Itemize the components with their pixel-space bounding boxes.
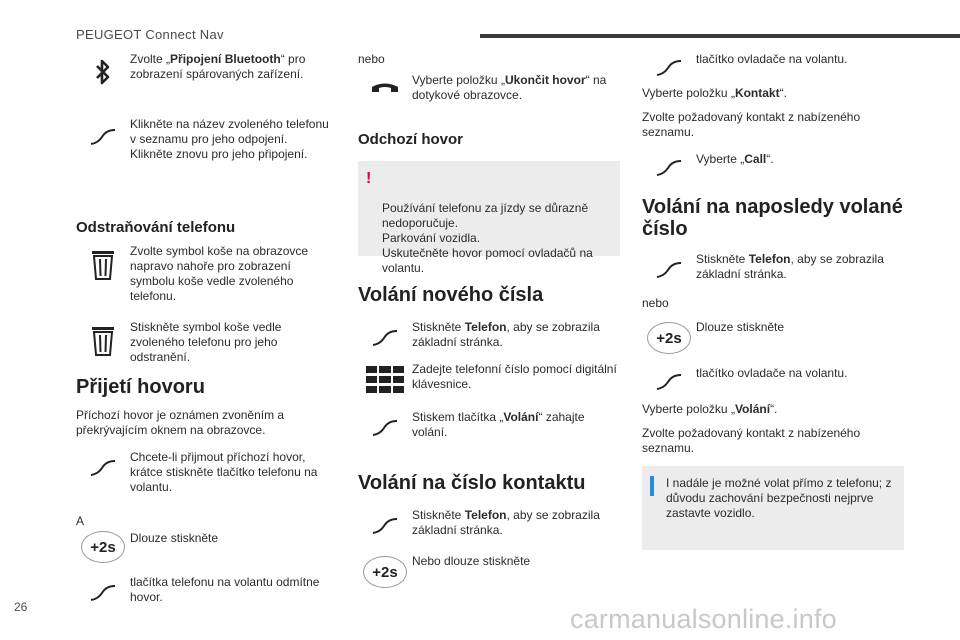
step-telefon-2-text: Stiskněte Telefon, aby se zobrazila základní stránka. bbox=[412, 508, 600, 537]
step-call-select bbox=[642, 152, 904, 188]
touch-gesture-icon bbox=[642, 152, 696, 178]
step-accept bbox=[76, 450, 336, 510]
trash-icon bbox=[76, 320, 130, 356]
new-number-heading: Volání nového čísla bbox=[358, 284, 544, 306]
nebo-label-2: nebo bbox=[642, 296, 669, 310]
page-number: 26 bbox=[14, 600, 28, 614]
last-number-heading: Volání na naposledy volané číslo bbox=[642, 196, 903, 240]
choose-contact: Zvolte požadovaný kontakt z nabízeného seznamu. bbox=[642, 110, 861, 139]
info-icon bbox=[650, 476, 654, 496]
column-3 bbox=[642, 52, 904, 550]
touch-gesture-icon bbox=[358, 508, 412, 536]
step-bluetooth bbox=[76, 52, 336, 110]
step-steer-text: tlačítko ovladače na volantu. bbox=[696, 52, 848, 66]
column-2 bbox=[358, 52, 620, 588]
step-trash-2-text: Stiskněte symbol koše vedle zvoleného telefonu pro jeho odstranění. bbox=[130, 320, 282, 364]
touch-gesture-icon bbox=[358, 410, 412, 438]
choose-contact-2: Zvolte požadovaný kontakt z nabízeného seznamu. bbox=[642, 426, 861, 455]
step-hold-text: Dlouze stiskněte bbox=[130, 531, 219, 545]
option-label-a: A bbox=[76, 514, 85, 528]
step-hold-3-text: Dlouze stiskněte bbox=[696, 320, 785, 334]
receive-call-intro: Příchozí hovor je oznámen zvoněním a překrývajícím oknem na obrazovce. bbox=[76, 408, 285, 437]
long-press-2s-icon: +2s bbox=[642, 320, 696, 354]
step-hold-3 bbox=[642, 320, 904, 366]
step-telefon-2 bbox=[358, 508, 620, 554]
trash-icon bbox=[76, 244, 130, 280]
step-call bbox=[358, 410, 620, 450]
keypad-icon bbox=[358, 362, 412, 394]
touch-gesture-icon bbox=[76, 450, 130, 478]
receive-call-heading: Přijetí hovoru bbox=[76, 376, 205, 398]
step-trash-1-text: Zvolte symbol koše na obrazovce napravo nahoře pro zobrazení symbolu koše vedle zvoleného telefonu. bbox=[130, 244, 309, 303]
bluetooth-icon bbox=[76, 52, 130, 86]
step-telefon-text: Stiskněte Telefon, aby se zobrazila základní stránka. bbox=[412, 320, 600, 349]
document-header-title: PEUGEOT Connect Nav bbox=[76, 27, 224, 42]
hang-up-icon bbox=[358, 73, 412, 95]
step-trash-1 bbox=[76, 244, 336, 310]
touch-gesture-icon bbox=[642, 52, 696, 78]
info-text: I nadále je možné volat přímo z telefonu; z důvodu zachování bezpečnosti nejprve zastavte vozidlo. bbox=[666, 476, 892, 520]
step-steer-2 bbox=[642, 366, 904, 402]
warning-box bbox=[358, 161, 620, 275]
step-steer-2-text: tlačítko ovladače na volantu. bbox=[696, 366, 848, 380]
step-dial bbox=[358, 362, 620, 410]
long-press-2s-icon: +2s bbox=[358, 554, 412, 588]
nebo-label: nebo bbox=[358, 52, 385, 66]
touch-gesture-icon bbox=[358, 320, 412, 348]
touch-gesture-icon bbox=[76, 575, 130, 603]
step-telefon-3 bbox=[642, 252, 904, 296]
step-hold-2-text: Nebo dlouze stiskněte bbox=[412, 554, 531, 568]
step-reject-text: tlačítka telefonu na volantu odmítne hovor. bbox=[130, 575, 320, 604]
step-click-name-text: Klikněte na název zvoleného telefonu v seznamu pro jeho odpojení. Klikněte znovu pro jeho připojení. bbox=[130, 117, 329, 161]
step-hold bbox=[76, 531, 336, 573]
step-call-select-text: Vyberte „Call“. bbox=[696, 152, 774, 166]
step-call-text: Stiskem tlačítka „Volání“ zahajte volání. bbox=[412, 410, 585, 439]
select-kontakt: Vyberte položku „Kontakt“. bbox=[642, 86, 787, 100]
step-bluetooth-text: Zvolte „Připojení Bluetooth“ pro zobrazení spárovaných zařízení. bbox=[130, 52, 306, 81]
outgoing-call-heading: Odchozí hovor bbox=[358, 131, 463, 148]
touch-gesture-icon bbox=[76, 117, 130, 147]
long-press-2s-icon: +2s bbox=[76, 531, 130, 563]
info-box bbox=[642, 466, 904, 550]
step-telefon-3-text: Stiskněte Telefon, aby se zobrazila základní stránka. bbox=[696, 252, 884, 281]
header-rule bbox=[480, 34, 960, 38]
remove-phone-heading: Odstraňování telefonu bbox=[76, 219, 236, 236]
step-telefon bbox=[358, 320, 620, 358]
step-hold-2 bbox=[358, 554, 620, 588]
select-volani: Vyberte položku „Volání“. bbox=[642, 402, 778, 416]
warning-icon: ! bbox=[366, 170, 372, 187]
step-steer bbox=[642, 52, 904, 86]
watermark: carmanualsonline.info bbox=[570, 604, 837, 634]
step-accept-text: Chcete-li přijmout příchozí hovor, krátce stiskněte tlačítko telefonu na volantu. bbox=[130, 450, 318, 494]
warning-text: Používání telefonu za jízdy se důrazně nedoporučuje. Parkování vozidla. Uskutečněte hovor pomocí ovladačů na volantu. bbox=[382, 201, 593, 275]
step-end-call-text: Vyberte položku „Ukončit hovor“ na dotykové obrazovce. bbox=[412, 73, 607, 102]
touch-gesture-icon bbox=[642, 252, 696, 280]
column-1 bbox=[76, 52, 336, 605]
contact-call-heading: Volání na číslo kontaktu bbox=[358, 472, 586, 494]
step-trash-2 bbox=[76, 320, 336, 366]
step-end-call bbox=[358, 73, 620, 121]
step-click-name bbox=[76, 117, 336, 205]
step-dial-text: Zadejte telefonní číslo pomocí digitální klávesnice. bbox=[412, 362, 617, 391]
step-reject bbox=[76, 575, 336, 605]
touch-gesture-icon bbox=[642, 366, 696, 392]
